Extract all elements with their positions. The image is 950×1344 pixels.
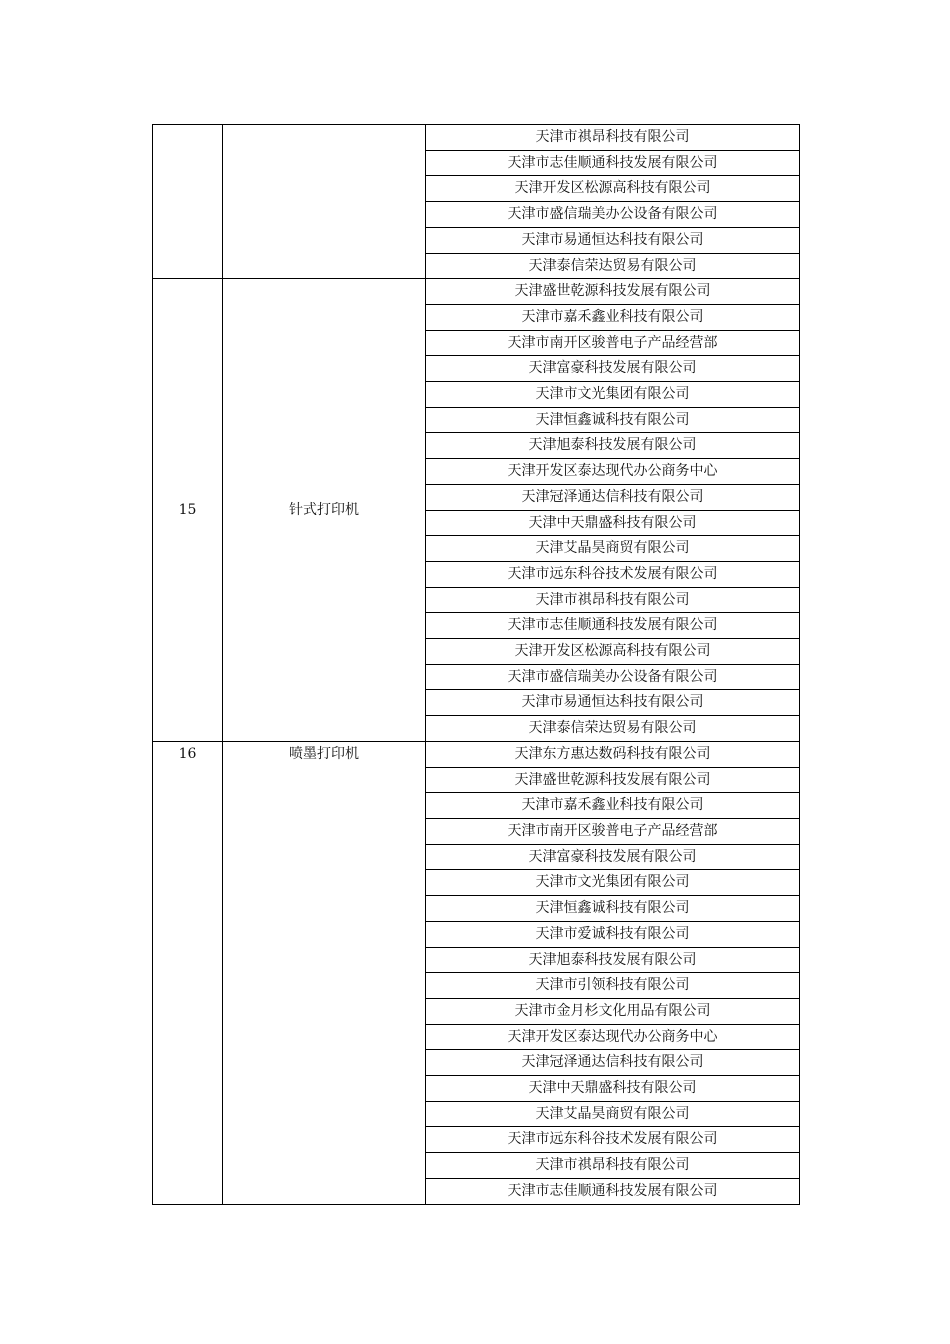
supplier-name-cell: 天津泰信荣达贸易有限公司: [426, 253, 800, 279]
supplier-name-cell: 天津旭泰科技发展有限公司: [426, 947, 800, 973]
supplier-name-cell: 天津艾晶昊商贸有限公司: [426, 536, 800, 562]
supplier-table-container: [152, 124, 800, 1205]
supplier-name-cell: 天津中天鼎盛科技有限公司: [426, 1076, 800, 1102]
supplier-name-cell: 天津泰信荣达贸易有限公司: [426, 716, 800, 742]
supplier-name-cell: 天津中天鼎盛科技有限公司: [426, 510, 800, 536]
supplier-name-cell: 天津市南开区骏普电子产品经营部: [426, 818, 800, 844]
supplier-name-cell: 天津开发区泰达现代办公商务中心: [426, 459, 800, 485]
supplier-name-cell: 天津市远东科谷技术发展有限公司: [426, 561, 800, 587]
supplier-name-cell: 天津富豪科技发展有限公司: [426, 844, 800, 870]
table-row: [153, 125, 800, 151]
supplier-name-cell: 天津市爱诚科技有限公司: [426, 921, 800, 947]
supplier-name-cell: 天津冠泽通达信科技有限公司: [426, 1050, 800, 1076]
supplier-name-cell: 天津开发区泰达现代办公商务中心: [426, 1024, 800, 1050]
supplier-name-cell: 天津市祺昂科技有限公司: [426, 587, 800, 613]
item-category-cell: [223, 125, 426, 279]
supplier-name-cell: 天津开发区松源高科技有限公司: [426, 176, 800, 202]
supplier-name-cell: 天津开发区松源高科技有限公司: [426, 639, 800, 665]
supplier-name-cell: 天津旭泰科技发展有限公司: [426, 433, 800, 459]
item-number-cell: 15: [153, 279, 223, 742]
item-number-cell: 16: [153, 741, 223, 1204]
supplier-name-cell: 天津市引领科技有限公司: [426, 973, 800, 999]
supplier-name-cell: 天津市志佳顺通科技发展有限公司: [426, 150, 800, 176]
supplier-name-cell: 天津市志佳顺通科技发展有限公司: [426, 1178, 800, 1204]
supplier-name-cell: 天津恒鑫诚科技有限公司: [426, 896, 800, 922]
supplier-name-cell: 天津市志佳顺通科技发展有限公司: [426, 613, 800, 639]
supplier-name-cell: 天津恒鑫诚科技有限公司: [426, 407, 800, 433]
supplier-name-cell: 天津市祺昂科技有限公司: [426, 1153, 800, 1179]
supplier-name-cell: 天津冠泽通达信科技有限公司: [426, 484, 800, 510]
supplier-name-cell: 天津艾晶昊商贸有限公司: [426, 1101, 800, 1127]
supplier-name-cell: 天津市嘉禾鑫业科技有限公司: [426, 304, 800, 330]
supplier-name-cell: 天津东方惠达数码科技有限公司: [426, 741, 800, 767]
supplier-name-cell: 天津盛世乾源科技发展有限公司: [426, 767, 800, 793]
supplier-name-cell: 天津市远东科谷技术发展有限公司: [426, 1127, 800, 1153]
supplier-name-cell: 天津市易通恒达科技有限公司: [426, 690, 800, 716]
supplier-table: [152, 124, 800, 1205]
supplier-name-cell: 天津市金月杉文化用品有限公司: [426, 998, 800, 1024]
item-category-cell: 喷墨打印机: [223, 741, 426, 1204]
table-row: [153, 279, 800, 305]
table-row: [153, 741, 800, 767]
item-number-cell: [153, 125, 223, 279]
item-category-cell: 针式打印机: [223, 279, 426, 742]
supplier-name-cell: 天津盛世乾源科技发展有限公司: [426, 279, 800, 305]
supplier-name-cell: 天津市易通恒达科技有限公司: [426, 227, 800, 253]
supplier-name-cell: 天津市嘉禾鑫业科技有限公司: [426, 793, 800, 819]
supplier-name-cell: 天津富豪科技发展有限公司: [426, 356, 800, 382]
supplier-name-cell: 天津市祺昂科技有限公司: [426, 125, 800, 151]
supplier-name-cell: 天津市盛信瑞美办公设备有限公司: [426, 664, 800, 690]
supplier-name-cell: 天津市文光集团有限公司: [426, 382, 800, 408]
supplier-name-cell: 天津市文光集团有限公司: [426, 870, 800, 896]
supplier-name-cell: 天津市南开区骏普电子产品经营部: [426, 330, 800, 356]
supplier-table-body: [153, 125, 800, 1205]
supplier-name-cell: 天津市盛信瑞美办公设备有限公司: [426, 202, 800, 228]
